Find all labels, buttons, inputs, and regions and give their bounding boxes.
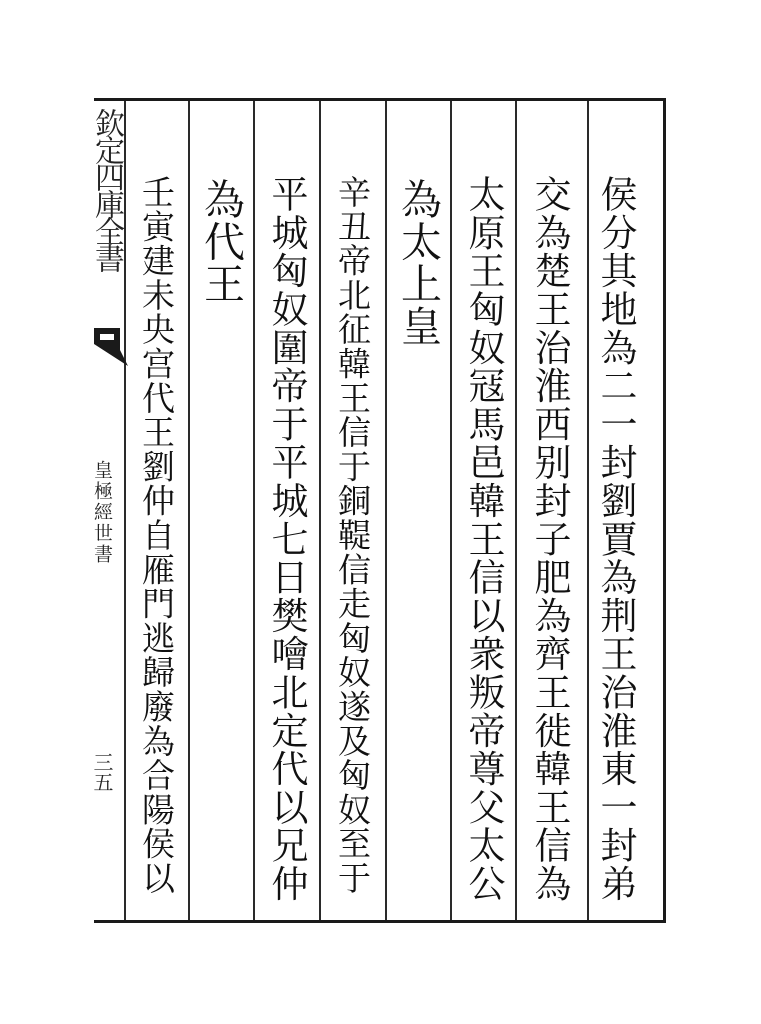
text-column-8: 壬寅建未央宫代王劉仲自雁門逃歸廢為合陽侯以 (137, 175, 176, 896)
margin-page-number: 三五 (90, 752, 114, 792)
margin-book-title: 皇極經世書 (91, 460, 113, 565)
fishtail-icon (94, 326, 128, 366)
column-divider (450, 101, 452, 920)
column-divider (385, 101, 387, 920)
text-column-1: 侯分其地為二一封劉賈為荆王治淮東一封弟 (594, 175, 637, 903)
text-column-3: 太原王匈奴冦馬邑韓王信以衆叛帝尊父太公 (462, 175, 505, 903)
column-divider (124, 101, 126, 920)
column-divider (515, 101, 517, 920)
column-divider (188, 101, 190, 920)
text-column-6: 平城匈奴圍帝于平城七日樊噲北定代以兄仲 (265, 175, 308, 903)
text-column-5: 辛丑帝北征韓王信于銅鞮信走匈奴遂及匈奴至于 (333, 175, 372, 896)
margin-collection-title: 欽定四庫全書 (89, 108, 124, 270)
column-divider (587, 101, 589, 920)
text-column-4: 為太上皇 (394, 178, 442, 348)
column-divider (253, 101, 255, 920)
text-column-7: 為代王 (197, 178, 245, 305)
column-divider (319, 101, 321, 920)
text-column-2: 交為楚王治淮西别封子肥為齊王徙韓王信為 (528, 175, 571, 903)
